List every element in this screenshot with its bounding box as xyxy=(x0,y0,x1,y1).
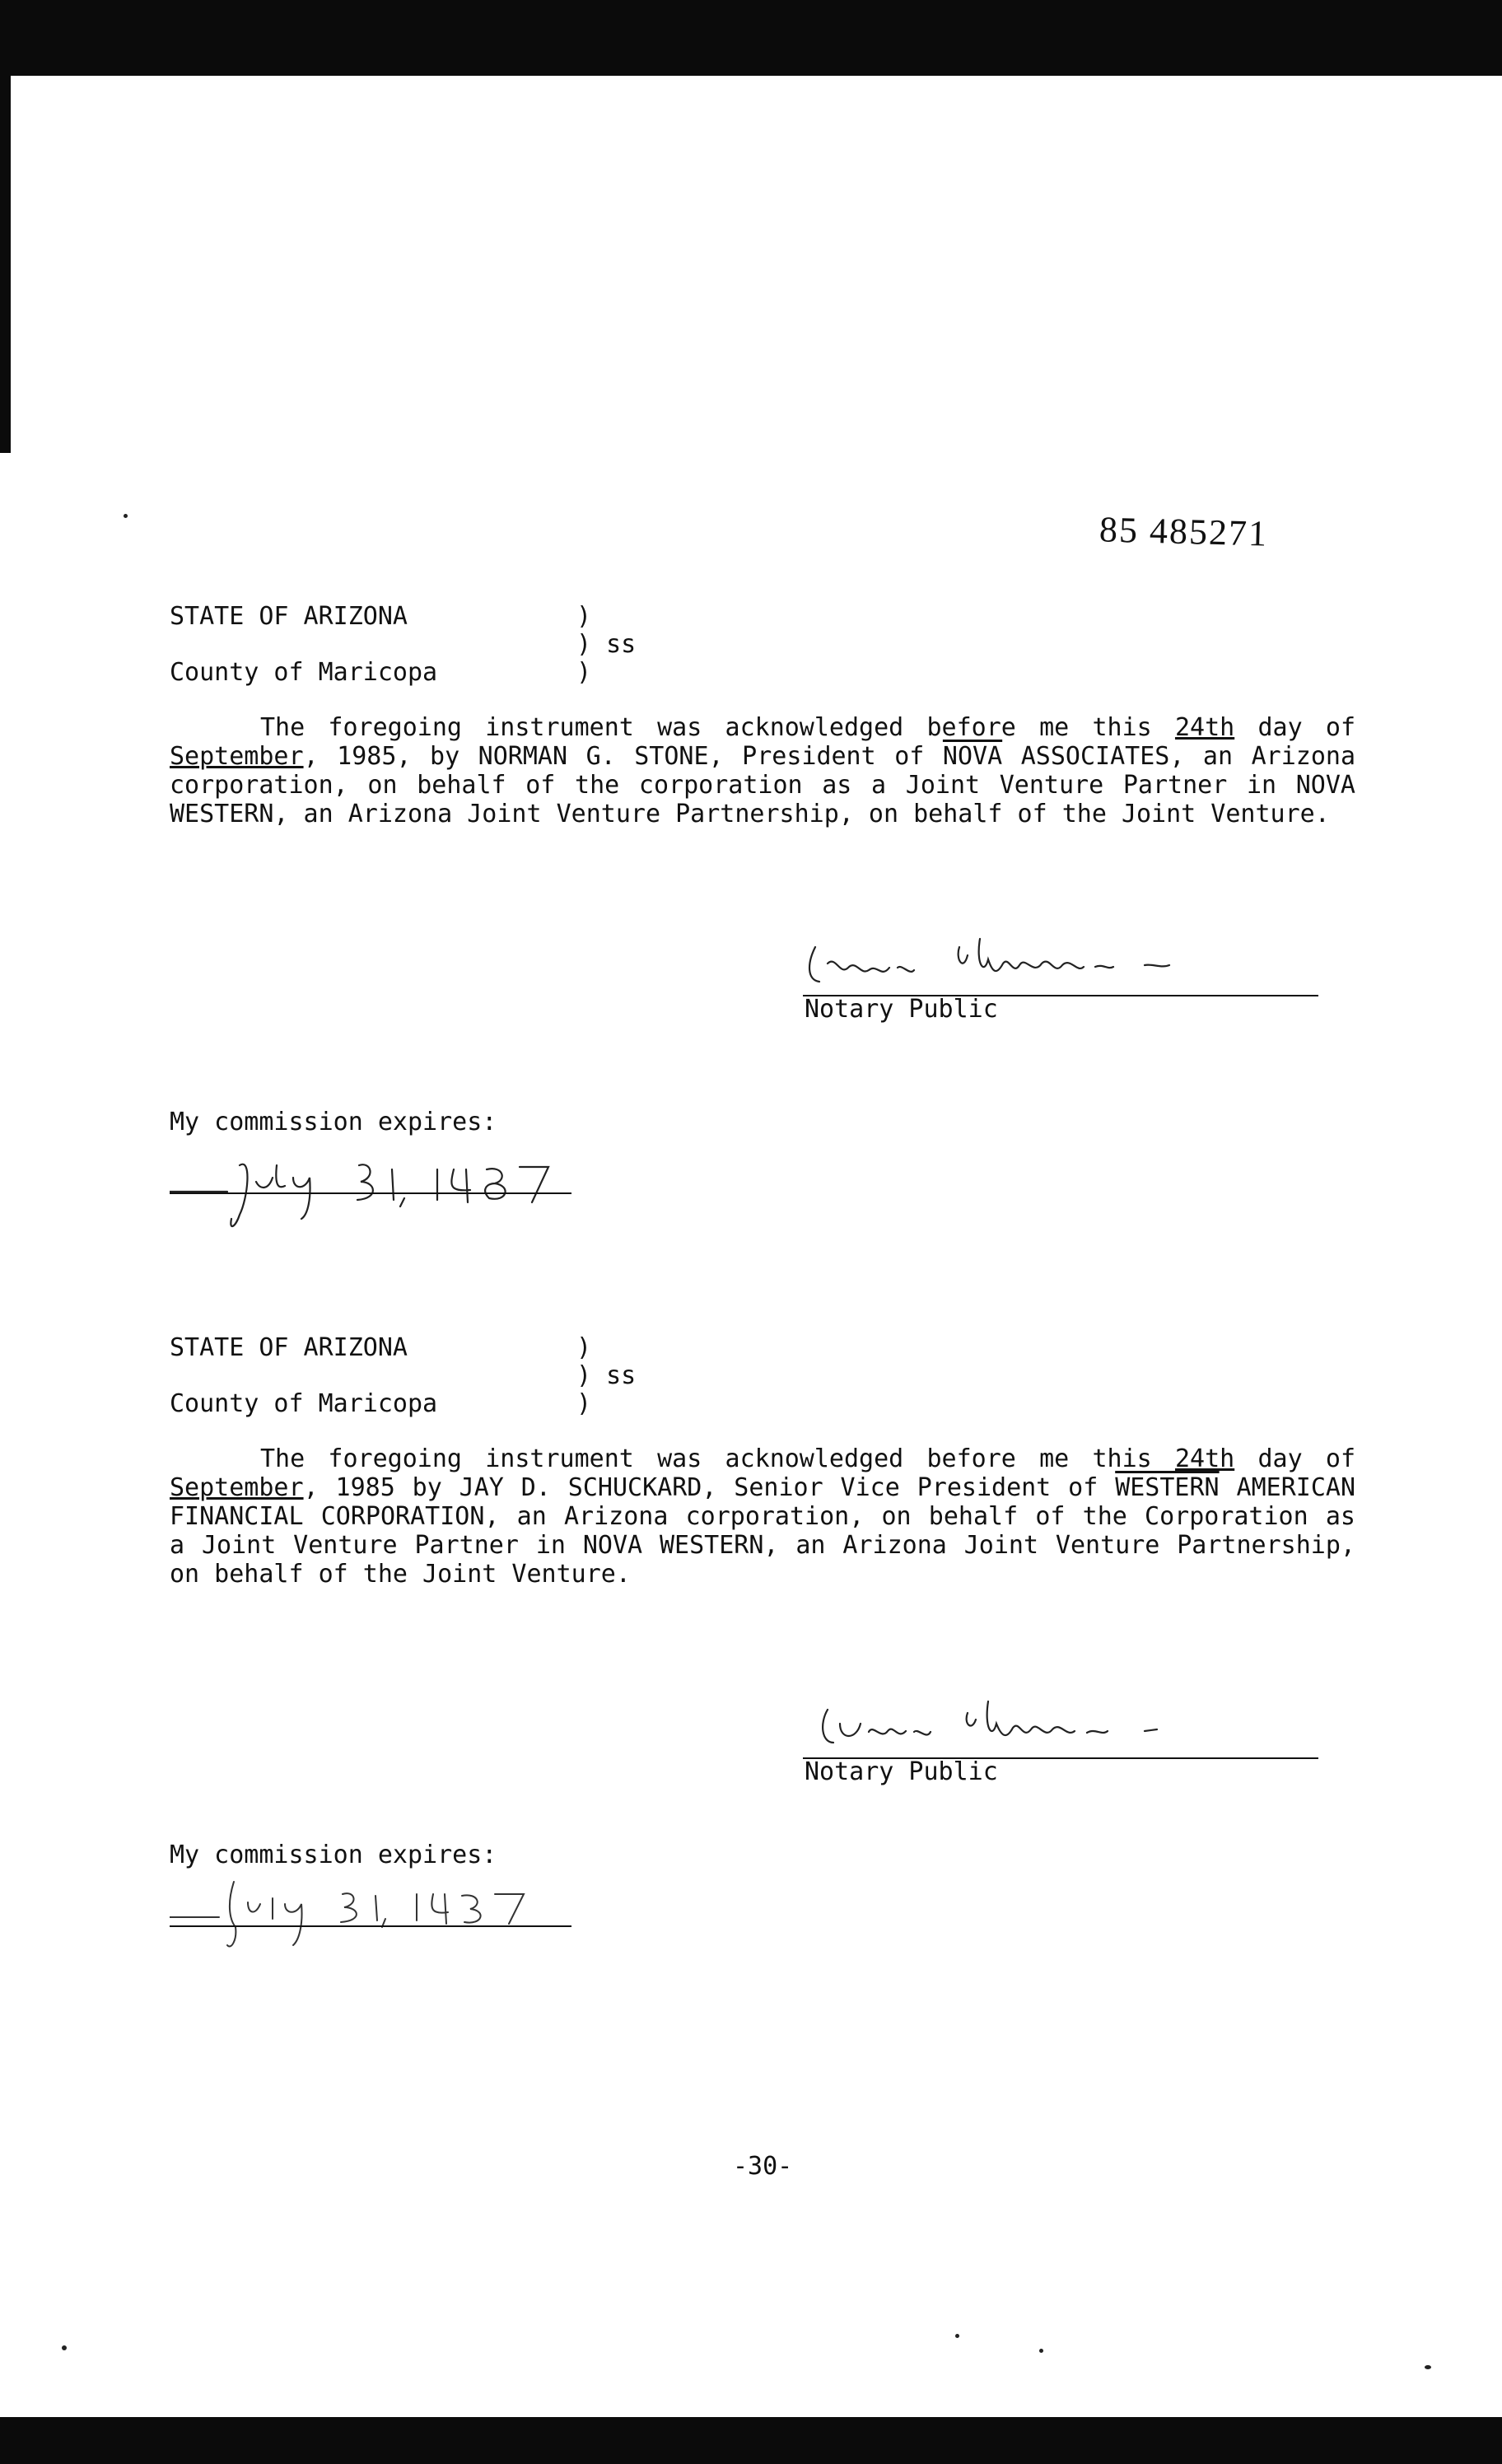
scan-speck xyxy=(1425,2365,1431,2369)
venue-paren: ) xyxy=(576,1389,592,1418)
notary-label: Notary Public xyxy=(805,995,998,1024)
scan-speck xyxy=(1039,2349,1043,2353)
document-number: 85 485271 xyxy=(1099,509,1269,554)
commission-date-handwritten xyxy=(170,1869,581,1960)
day-value: 24th xyxy=(1174,1444,1235,1473)
venue-paren: ) xyxy=(576,602,592,631)
notary-label: Notary Public xyxy=(805,1757,998,1786)
commission-label: My commission expires: xyxy=(170,1108,497,1136)
month-value: September xyxy=(170,1473,304,1502)
venue-paren: ) xyxy=(576,1333,592,1362)
county-heading: County of Maricopa xyxy=(170,1389,438,1418)
acknowledgment-paragraph: The foregoing instrument was acknowledged before me this 24th day of September, 1985, by NORMAN G. STONE, President of NOVA ASSOCIATES, an Arizona corporation, on behalf of the corporation as a Joint Venture Partner in NOVA WESTERN, an Arizona Joint Venture Partnership, on behalf of the Joint Venture. xyxy=(170,713,1356,828)
scan-speck xyxy=(124,514,128,518)
commission-date-line xyxy=(170,1192,571,1194)
scan-border-left xyxy=(0,74,11,453)
notary-signature xyxy=(791,931,1318,996)
venue-ss: ) ss xyxy=(576,630,637,659)
month-value: September xyxy=(170,742,304,771)
county-heading: County of Maricopa xyxy=(170,658,438,687)
acknowledgment-paragraph: The foregoing instrument was acknowledged before me this 24th day of September, 1985 by JAY D. SCHUCKARD, Senior Vice President of WESTERN AMERICAN FINANCIAL CORPORATION, an Arizona corporation, on behalf of the Corporation as a Joint Venture Partner in NOVA WESTERN, an Arizona Joint Venture Partnership, on behalf of the Joint Venture. xyxy=(170,1444,1356,1589)
day-value: 24th xyxy=(1174,713,1235,742)
venue-paren: ) xyxy=(576,658,592,687)
state-heading: STATE OF ARIZONA xyxy=(170,602,408,631)
scan-speck xyxy=(955,2334,959,2338)
scan-speck xyxy=(62,2345,67,2350)
venue-ss: ) ss xyxy=(576,1361,637,1390)
commission-label: My commission expires: xyxy=(170,1841,497,1869)
state-heading: STATE OF ARIZONA xyxy=(170,1333,408,1362)
commission-date-line xyxy=(170,1925,571,1927)
scan-border-top xyxy=(0,0,1502,76)
scan-border-bottom xyxy=(0,2417,1502,2464)
notary-signature xyxy=(791,1695,1318,1761)
page-number: -30- xyxy=(733,2152,793,2181)
